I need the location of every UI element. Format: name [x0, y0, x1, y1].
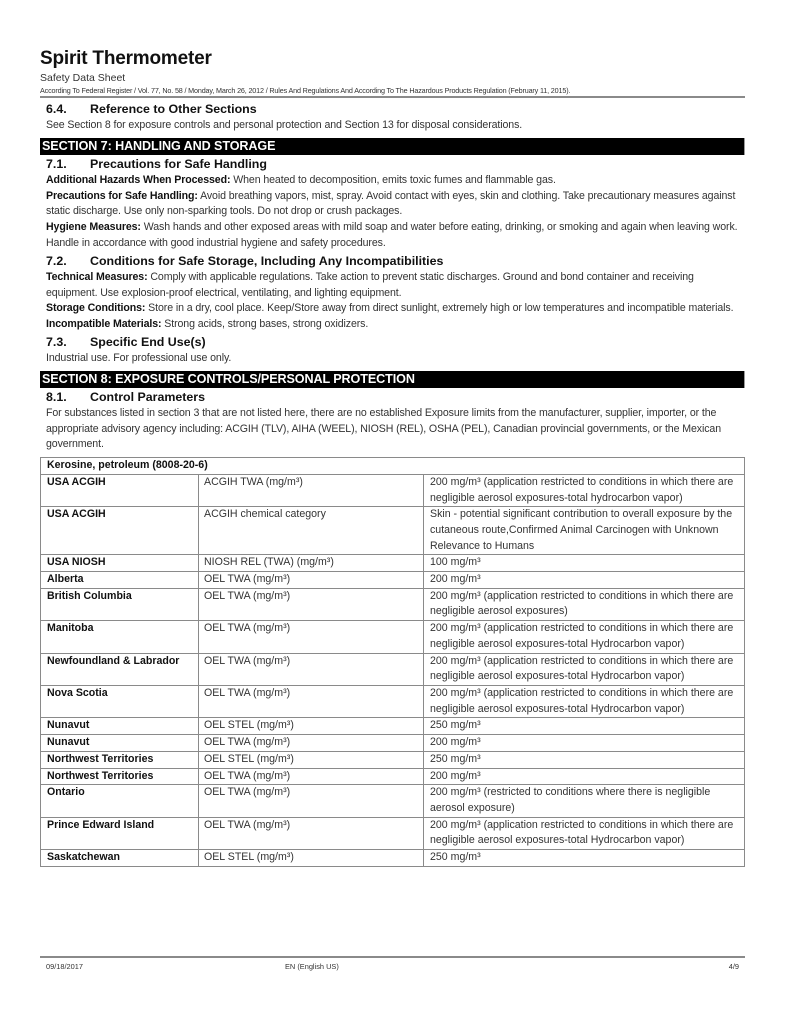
subsection-heading-8-1: [46, 388, 745, 406]
parameter-cell: OEL TWA (mg/m³): [199, 621, 424, 653]
table-row: [41, 751, 745, 768]
table-row: [41, 686, 745, 718]
table-row: [41, 768, 745, 785]
table-row: [41, 653, 745, 685]
field-value: Strong acids, strong bases, strong oxidizers.: [161, 318, 369, 331]
field-label: Hygiene Measures:: [46, 221, 141, 234]
parameter-cell: OEL STEL (mg/m³): [199, 718, 424, 735]
agency-cell: British Columbia: [41, 588, 199, 620]
subsection-number: 8.1.: [46, 389, 67, 404]
table-row: [41, 817, 745, 849]
table-row: [41, 718, 745, 735]
agency-cell: Saskatchewan: [41, 850, 199, 867]
page-number: 4/9: [728, 962, 739, 971]
field-value: Wash hands and other exposed areas with mild soap and water before eating, drinking, or smoking and again when leaving work. Handle in accordance with good industrial hygiene and safety procedures.: [46, 221, 738, 249]
field-label: Additional Hazards When Processed:: [46, 173, 231, 186]
field-value: Avoid breathing vapors, mist, spray. Avoid contact with eyes, skin and clothing. Take precautionary measures against static discharge. Use only non-sparking tools. Do not drop or crush packages.: [46, 189, 736, 218]
agency-cell: Nova Scotia: [41, 686, 199, 718]
footer-divider: [40, 956, 745, 958]
agency-cell: Prince Edward Island: [41, 817, 199, 849]
header-divider: [40, 96, 745, 98]
additional-hazards-paragraph: [46, 173, 745, 189]
agency-cell: Ontario: [41, 785, 199, 817]
agency-cell: USA ACGIH: [41, 507, 199, 555]
value-cell: 200 mg/m³ (application restricted to conditions in which there are negligible aerosol exposures-total Hydrocarbon vapor): [424, 817, 745, 849]
agency-cell: USA ACGIH: [41, 474, 199, 506]
table-row: [41, 621, 745, 653]
field-value: When heated to decomposition, emits toxic fumes and flammable gas.: [230, 173, 556, 186]
parameter-cell: OEL STEL (mg/m³): [199, 751, 424, 768]
field-label: Precautions for Safe Handling:: [46, 189, 198, 202]
parameter-cell: OEL TWA (mg/m³): [199, 785, 424, 817]
table-row: [41, 572, 745, 589]
control-parameters-text: For substances listed in section 3 that are not listed here, there are no established Exposure limits from the manufacturer, supplier, importer, or the appropriate advisory agency including: ACGIH (TLV), AIHA (WEEL), NIOSH (REL), OSHA (PEL), Canadian provincial governments, or the Mexican government.: [46, 406, 721, 451]
field-value: Store in a dry, cool place. Keep/Store away from direct sunlight, extremely high or low temperatures and incompatible materials.: [145, 302, 734, 315]
substance-name: Kerosine, petroleum (8008-20-6): [41, 458, 745, 475]
footer-language: EN (English US): [285, 962, 339, 971]
table-row: [41, 785, 745, 817]
incompatible-materials-paragraph: [46, 317, 745, 333]
field-label: Storage Conditions:: [46, 302, 146, 315]
subsection-title: Precautions for Safe Handling: [90, 156, 267, 171]
subsection-title: Control Parameters: [90, 389, 205, 404]
subsection-heading-6-4: [46, 100, 745, 118]
subsection-title: Specific End Use(s): [90, 334, 206, 349]
value-cell: 200 mg/m³ (application restricted to conditions in which there are negligible aerosol exposures-total Hydrocarbon vapor): [424, 686, 745, 718]
value-cell: 100 mg/m³: [424, 555, 745, 572]
agency-cell: Newfoundland & Labrador: [41, 653, 199, 685]
field-value: Comply with applicable regulations. Take action to prevent static discharges. Ground and bond container and receiving equipment. Use explosion-proof electrical, ventilating, and lighting equipment.: [46, 270, 694, 299]
value-cell: Skin - potential significant contribution to overall exposure by the cutaneous route,Confirmed Animal Carcinogen with Unknown Relevance to Humans: [424, 507, 745, 555]
parameter-cell: OEL TWA (mg/m³): [199, 572, 424, 589]
subsection-number: 7.1.: [46, 156, 67, 171]
table-row: [41, 850, 745, 867]
subsection-number: 6.4.: [46, 102, 67, 116]
subsection-heading-7-1: [46, 155, 745, 173]
subsection-number: 7.3.: [46, 334, 67, 349]
value-cell: 200 mg/m³ (application restricted to conditions in which there are negligible aerosol exposures-total hydrocarbon vapor): [424, 474, 745, 506]
hygiene-measures-paragraph: [46, 220, 745, 252]
parameter-cell: OEL TWA (mg/m³): [199, 817, 424, 849]
parameter-cell: OEL TWA (mg/m³): [199, 653, 424, 685]
agency-cell: Nunavut: [41, 735, 199, 752]
agency-cell: Northwest Territories: [41, 768, 199, 785]
table-header-row: [41, 458, 745, 475]
value-cell: 200 mg/m³: [424, 572, 745, 589]
subsection-number: 7.2.: [46, 253, 67, 268]
subsection-heading-7-2: [46, 252, 745, 270]
parameter-cell: ACGIH chemical category: [199, 507, 424, 555]
agency-cell: Manitoba: [41, 621, 199, 653]
value-cell: 200 mg/m³ (restricted to conditions where there is negligible aerosol exposure): [424, 785, 745, 817]
agency-cell: Alberta: [41, 572, 199, 589]
agency-cell: USA NIOSH: [41, 555, 199, 572]
value-cell: 200 mg/m³ (application restricted to conditions in which there are negligible aerosol exposures-total Hydrocarbon vapor): [424, 621, 745, 653]
parameter-cell: OEL STEL (mg/m³): [199, 850, 424, 867]
value-cell: 200 mg/m³ (application restricted to conditions in which there are negligible aerosol exposures-total Hydrocarbon vapor): [424, 653, 745, 685]
value-cell: 200 mg/m³ (application restricted to conditions in which there are negligible aerosol exposures): [424, 588, 745, 620]
parameter-cell: OEL TWA (mg/m³): [199, 768, 424, 785]
value-cell: 250 mg/m³: [424, 850, 745, 867]
parameter-cell: OEL TWA (mg/m³): [199, 686, 424, 718]
reference-text: See Section 8 for exposure controls and personal protection and Section 13 for disposal considerations.: [46, 119, 523, 131]
parameter-cell: ACGIH TWA (mg/m³): [199, 474, 424, 506]
value-cell: 200 mg/m³: [424, 735, 745, 752]
document-subtitle: Safety Data Sheet: [40, 72, 126, 84]
parameter-cell: OEL TWA (mg/m³): [199, 735, 424, 752]
table-row: [41, 474, 745, 506]
field-label: Incompatible Materials:: [46, 318, 162, 331]
regulation-reference: According To Federal Register / Vol. 77, No. 58 / Monday, March 26, 2012 / Rules And Regulations And According To The Hazardous Products Regulation (February 11, 2015).: [40, 86, 571, 95]
value-cell: 200 mg/m³: [424, 768, 745, 785]
parameter-cell: NIOSH REL (TWA) (mg/m³): [199, 555, 424, 572]
agency-cell: Northwest Territories: [41, 751, 199, 768]
value-cell: 250 mg/m³: [424, 751, 745, 768]
parameter-cell: OEL TWA (mg/m³): [199, 588, 424, 620]
subsection-title: Reference to Other Sections: [90, 102, 257, 116]
document-title: Spirit Thermometer: [40, 48, 212, 69]
safe-handling-paragraph: [46, 189, 745, 221]
subsection-title: Conditions for Safe Storage, Including Any Incompatibilities: [90, 253, 444, 268]
table-row: [41, 507, 745, 555]
document-content: [40, 100, 745, 867]
value-cell: 250 mg/m³: [424, 718, 745, 735]
technical-measures-paragraph: [46, 270, 745, 302]
section-7-header: SECTION 7: HANDLING AND STORAGE: [40, 138, 745, 155]
table-row: [41, 735, 745, 752]
exposure-limits-table: [40, 457, 745, 867]
subsection-heading-7-3: [46, 333, 745, 351]
section-8-header: SECTION 8: EXPOSURE CONTROLS/PERSONAL PROTECTION: [40, 371, 745, 388]
end-use-text: Industrial use. For professional use only.: [46, 351, 232, 364]
table-row: [41, 555, 745, 572]
field-label: Technical Measures:: [46, 270, 148, 283]
agency-cell: Nunavut: [41, 718, 199, 735]
storage-conditions-paragraph: [46, 301, 745, 317]
footer-date: 09/18/2017: [46, 962, 83, 971]
table-row: [41, 588, 745, 620]
